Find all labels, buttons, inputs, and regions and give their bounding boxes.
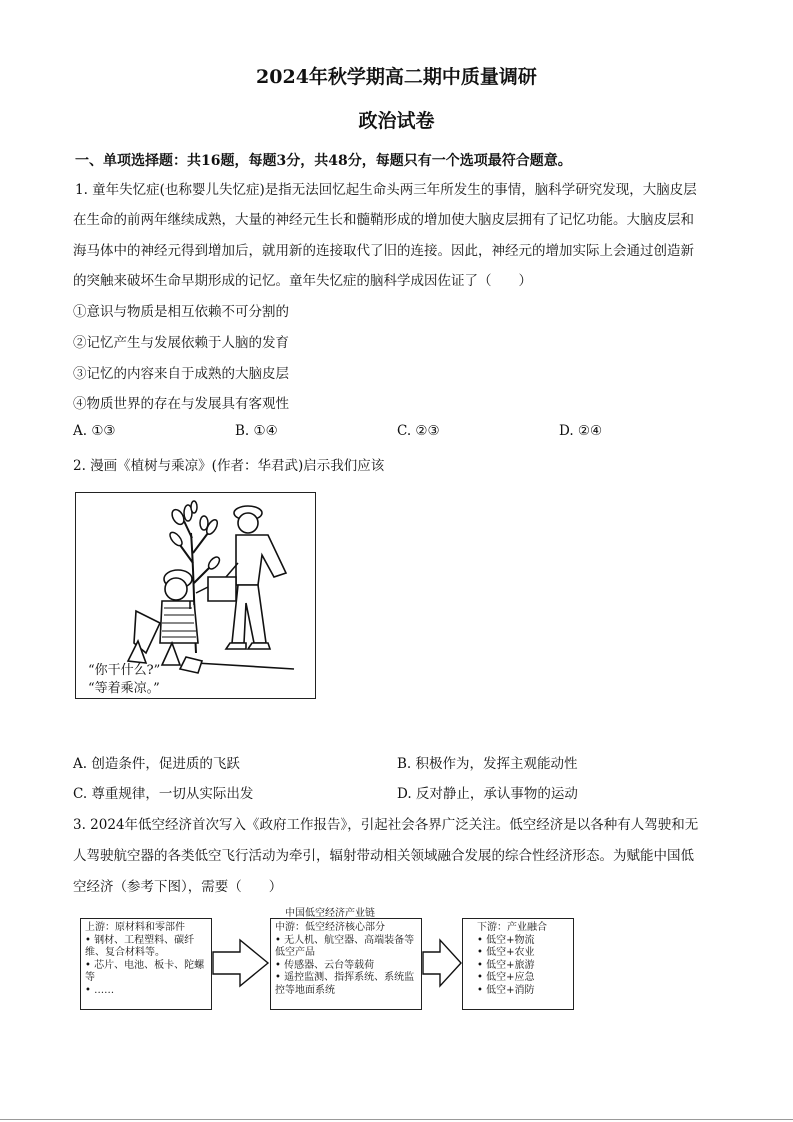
midstream-item-1: • 无人机、航空器、高端装备等低空产品	[275, 934, 415, 959]
q1-item-1: ①意识与物质是相互依赖不可分割的	[73, 304, 289, 320]
midstream-heading: 中游：低空经济核心部分	[275, 922, 385, 933]
q1-option-c[interactable]: C. ②③	[397, 423, 440, 439]
q1-line-3: 海马体中的神经元得到增加后，就用新的连接取代了旧的连接。因此，神经元的增加实际上会通过创造新	[73, 243, 694, 259]
q1-option-a[interactable]: A. ①③	[73, 423, 116, 439]
downstream-item-5: • 低空+消防	[477, 984, 535, 996]
upstream-box	[80, 918, 212, 1010]
q1-option-d[interactable]: D. ②④	[559, 423, 603, 439]
cartoon-speech-1: “你干什么?”	[88, 663, 161, 678]
exam-subject: 政治试卷	[358, 110, 435, 132]
q1-line-2: 在生命的前两年继续成熟，大量的神经元生长和髓鞘形成的增加使大脑皮层拥有了记忆功能。大脑皮层和	[73, 212, 694, 228]
q3-line-3: 空经济（参考下图），需要（ ）	[73, 879, 283, 895]
downstream-item-4: • 低空+应急	[477, 972, 535, 984]
q3-line-2: 人驾驶航空器的各类低空飞行活动为牵引，辐射带动相关领域融合发展的综合性经济形态。为赋能中国低	[73, 848, 694, 864]
q1-line-1: 1. 童年失忆症(也称婴儿失忆症)是指无法回忆起生命头两三年所发生的事情，脑科学研究发现，大脑皮层	[75, 182, 697, 198]
q2-option-b[interactable]: B. 积极作为，发挥主观能动性	[397, 756, 578, 772]
cartoon-image	[75, 492, 316, 699]
downstream-item-3: • 低空+旅游	[477, 959, 535, 971]
q2-option-d[interactable]: D. 反对静止，承认事物的运动	[397, 786, 578, 802]
q2-stem: 2. 漫画《植树与乘凉》(作者：华君武)启示我们应该	[73, 458, 385, 474]
upstream-item-3: • ……	[85, 984, 115, 996]
upstream-item-1: • 钢材、工程塑料、碳纤维、复合材料等。	[85, 934, 195, 959]
arrow-icon	[212, 938, 270, 988]
downstream-box	[462, 918, 574, 1010]
midstream-item-3: • 遥控监测、指挥系统、系统监控等地面系统	[275, 972, 415, 996]
q3-line-1: 3. 2024年低空经济首次写入《政府工作报告》，引起社会各界广泛关注。低空经济是以各种有人驾驶和无	[73, 817, 699, 833]
q1-item-4: ④物质世界的存在与发展具有客观性	[73, 396, 289, 412]
upstream-item-2: • 芯片、电池、板卡、陀螺等	[85, 959, 205, 984]
section-heading: 一、单项选择题：共16题，每题3分，共48分，每题只有一个选项最符合题意。	[75, 153, 572, 169]
chain-diagram-title: 中国低空经济产业链	[285, 908, 375, 919]
q2-option-c[interactable]: C. 尊重规律，一切从实际出发	[73, 786, 254, 802]
q1-option-b[interactable]: B. ①④	[235, 423, 278, 439]
arrow-icon	[422, 938, 462, 988]
upstream-heading: 上游：原材料和零部件	[85, 922, 185, 933]
q1-line-4: 的突触来破坏生命早期形成的记忆。童年失忆症的脑科学成因佐证了（ ）	[73, 273, 532, 289]
downstream-heading: 下游：产业融合	[477, 922, 547, 933]
midstream-box	[270, 918, 422, 1010]
downstream-item-2: • 低空+农业	[477, 947, 535, 959]
cartoon-speech-2: “等着乘凉。”	[88, 681, 160, 696]
q1-item-3: ③记忆的内容来自于成熟的大脑皮层	[73, 366, 289, 382]
midstream-item-2: • 传感器、云台等载荷	[275, 959, 375, 971]
page-bottom-rule	[0, 1119, 793, 1120]
exam-title: 2024年秋学期高二期中质量调研	[256, 66, 537, 88]
q1-item-2: ②记忆产生与发展依赖于人脑的发育	[73, 335, 289, 351]
downstream-item-1: • 低空+物流	[477, 934, 535, 946]
q2-option-a[interactable]: A. 创造条件，促进质的飞跃	[73, 756, 240, 772]
